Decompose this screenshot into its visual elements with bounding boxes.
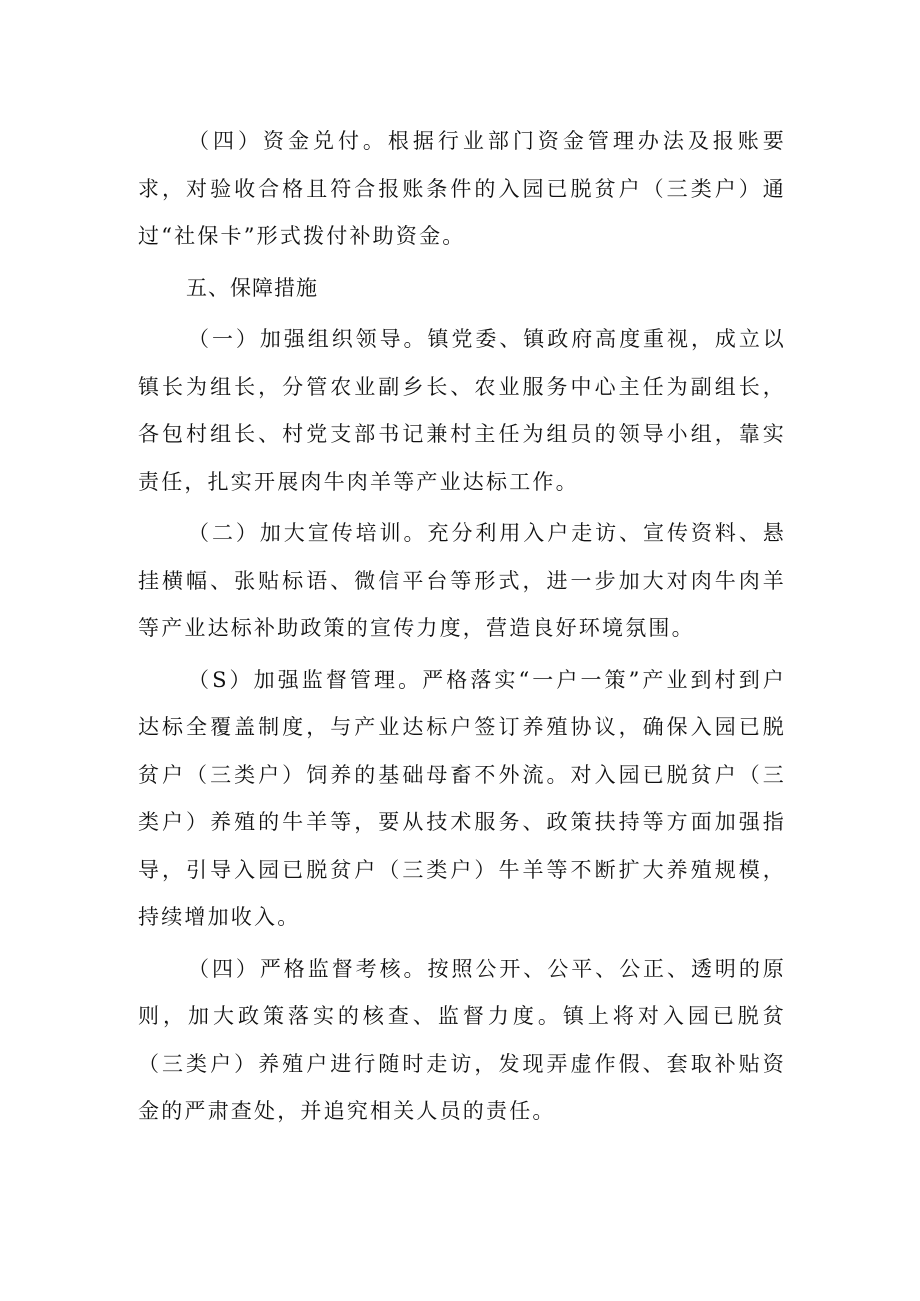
paragraph-supervision: （S）加强监督管理。严格落实“一户一策”产业到村到户达标全覆盖制度，与产业达标户签订养殖协议，确保入园已脱贫户（三类户）饲养的基础母畜不外流。对入园已脱贫户（三类户）养殖的牛羊等，要从技术服务、政策扶持等方面加强指导，引导入园已脱贫户（三类户）牛羊等不断扩大养殖规模，持续增加收入。	[138, 667, 786, 929]
paragraph-leadership: （一）加强组织领导。镇党委、镇政府高度重视，成立以镇长为组长，分管农业副乡长、农业服务中心主任为副组长，各包村组长、村党支部书记兼村主任为组员的领导小组，靠实责任，扎实开展肉牛肉羊等产业达标工作。	[138, 327, 786, 494]
section-heading-safeguards: 五、保障措施	[186, 275, 318, 300]
paragraph-assessment: （四）严格监督考核。按照公开、公平、公正、透明的原则，加大政策落实的核查、监督力度。镇上将对入园已脱贫（三类户）养殖户进行随时走访，发现弄虚作假、套取补贴资金的严肃查处，并追究相关人员的责任。	[138, 956, 786, 1123]
document-body	[138, 118, 786, 1140]
paragraph-publicity: （二）加大宣传培训。充分利用入户走访、宣传资料、悬挂横幅、张贴标语、微信平台等形式，进一步加大对肉牛肉羊等产业达标补助政策的宣传力度，营造良好环境氛围。	[138, 521, 786, 640]
paragraph-fund-payment: （四）资金兑付。根据行业部门资金管理办法及报账要求，对验收合格且符合报账条件的入园已脱贫户（三类户）通过“社保卡”形式拨付补助资金。	[138, 129, 786, 248]
